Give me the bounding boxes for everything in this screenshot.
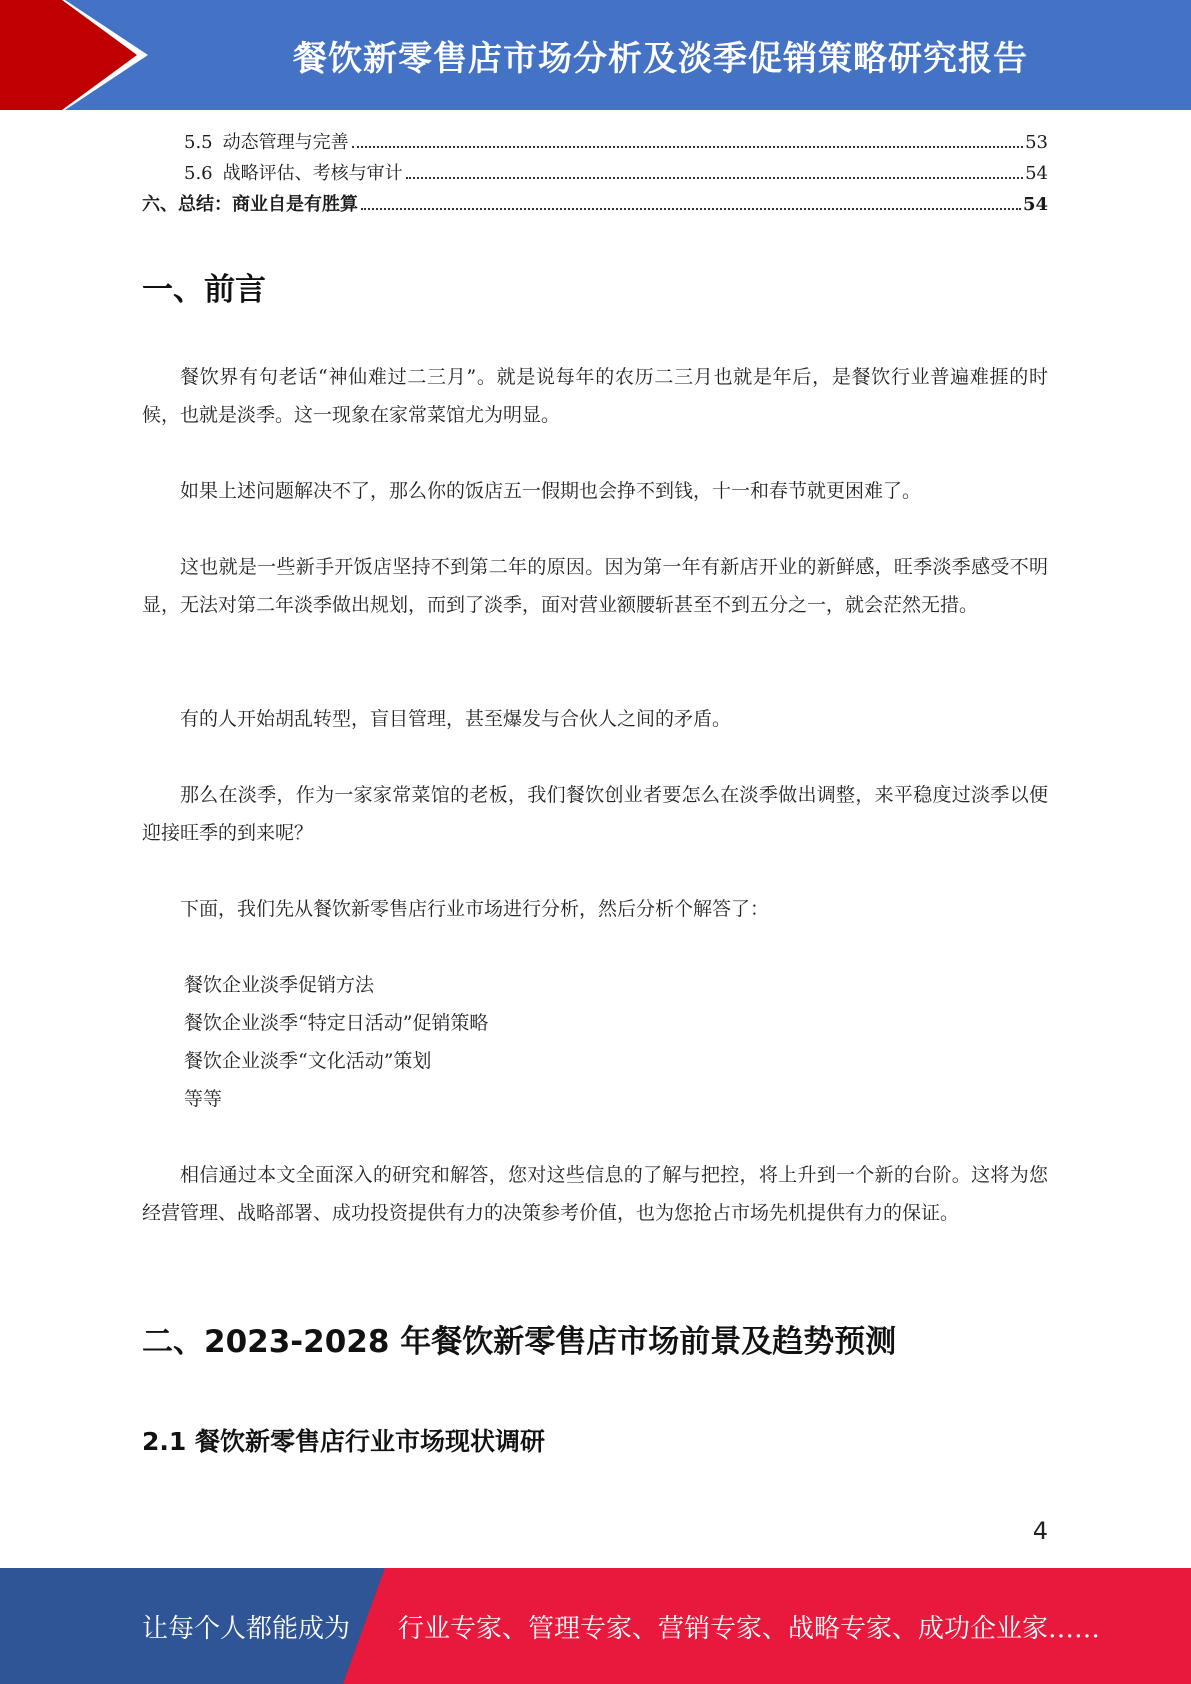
toc-entry-label: 总结：商业自是有胜算 (178, 194, 358, 215)
toc-leader-dots (352, 146, 1023, 148)
paragraph: 有的人开始胡乱转型，盲目管理，甚至爆发与合伙人之间的矛盾。 (180, 708, 732, 730)
toc-entry-label: 战略评估、考核与审计 (222, 163, 403, 184)
toc-entry-number: 5.6 (184, 163, 213, 184)
page-number: 4 (1032, 1517, 1048, 1545)
toc-entry[interactable] (142, 159, 1048, 190)
list-item: 餐饮企业淡季促销方法 (184, 974, 375, 996)
toc-leader-dots (361, 208, 1021, 210)
paragraph: 餐饮界有句老话“神仙难过二三月”。就是说每年的农历二三月也就是年后，是餐饮行业普遍难捱的时候，也就是淡季。这一现象在家常菜馆尤为明显。 (142, 366, 1048, 426)
header-chevron-decoration (0, 0, 160, 110)
topic-list (184, 966, 488, 1118)
toc-entry[interactable] (142, 128, 1048, 159)
toc-entry-number: 六、 (142, 194, 178, 215)
list-item: 餐饮企业淡季“特定日活动”促销策略 (184, 1012, 489, 1034)
paragraph: 相信通过本文全面深入的研究和解答，您对这些信息的了解与把控，将上升到一个新的台阶。这将为您经营管理、战略部署、成功投资提供有力的决策参考价值，也为您抢占市场先机提供有力的保证。 (142, 1164, 1048, 1224)
toc-leader-dots (406, 177, 1023, 179)
list-item: 等等 (184, 1088, 223, 1110)
list-item: 餐饮企业淡季“文化活动”策划 (184, 1050, 432, 1072)
footer-slogan-right: 行业专家、管理专家、营销专家、战略专家、成功企业家…… (398, 1613, 1101, 1644)
toc-entry-label: 动态管理与完善 (222, 132, 349, 153)
toc-entry-number: 5.5 (184, 132, 213, 153)
report-title: 餐饮新零售店市场分析及淡季促销策略研究报告 (293, 38, 1028, 79)
subsection-heading: 2.1 餐饮新零售店行业市场现状调研 (142, 1427, 545, 1456)
toc-entry-page: 54 (1022, 194, 1048, 215)
footer-slogan-left: 让每个人都能成为 (142, 1613, 351, 1644)
footer-banner (0, 1568, 1191, 1684)
toc-entry-page: 53 (1025, 132, 1048, 153)
paragraph: 这也就是一些新手开饭店坚持不到第二年的原因。因为第一年有新店开业的新鲜感，旺季淡季感受不明显，无法对第二年淡季做出规划，而到了淡季，面对营业额腰斩甚至不到五分之一，就会茫然无措。 (142, 556, 1048, 616)
paragraph: 如果上述问题解决不了，那么你的饭店五一假期也会挣不到钱，十一和春节就更困难了。 (180, 480, 922, 502)
paragraph: 下面，我们先从餐饮新零售店行业市场进行分析，然后分析个解答了： (180, 898, 770, 920)
section-heading: 一、前言 (142, 272, 266, 308)
header-banner (0, 0, 1191, 110)
toc-entry-chapter[interactable] (142, 190, 1048, 221)
table-of-contents (142, 128, 1048, 221)
paragraph: 那么在淡季，作为一家家常菜馆的老板，我们餐饮创业者要怎么在淡季做出调整，来平稳度过淡季以便迎接旺季的到来呢？ (142, 784, 1048, 844)
toc-entry-page: 54 (1025, 163, 1048, 184)
section-heading: 二、2023-2028 年餐饮新零售店市场前景及趋势预测 (142, 1324, 897, 1360)
